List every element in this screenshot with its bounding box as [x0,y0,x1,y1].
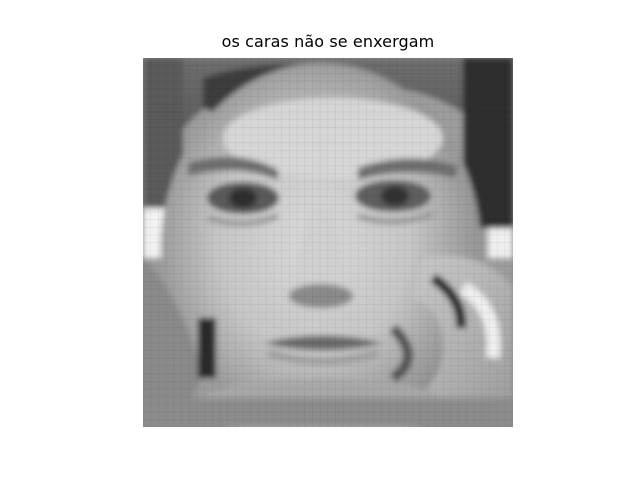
face-photo-icon [143,58,513,427]
figure-title: os caras não se enxergam [221,32,435,51]
face-image [143,58,513,427]
